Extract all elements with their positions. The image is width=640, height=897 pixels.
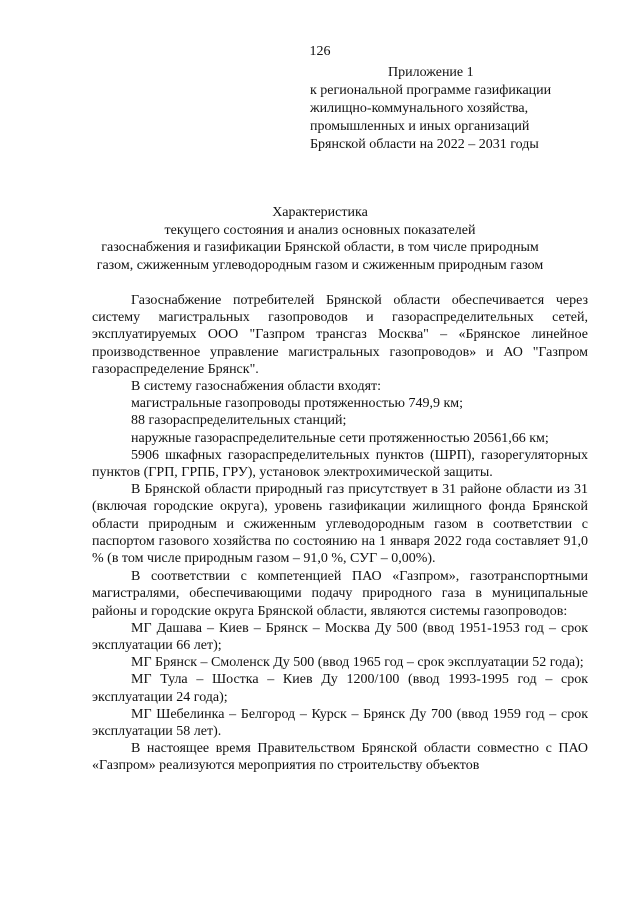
body-text	[92, 292, 588, 775]
heading-title: Характеристика	[272, 205, 368, 220]
list-item: МГ Тула – Шостка – Киев Ду 1200/100 (ввод 1993-1995 год – срок эксплуатации 24 года);	[92, 672, 588, 705]
appendix-title: Приложение 1	[388, 65, 474, 80]
list-item: 5906 шкафных газораспределительных пунктов (ШРП), газорегуляторных пунктов (ГРП, ГРПБ, ГРУ), установок электрохимической защиты.	[92, 447, 588, 481]
list-item: 88 газораспределительных станций;	[131, 413, 347, 429]
document-heading	[80, 204, 560, 274]
appendix-line: Брянской области на 2022 – 2031 годы	[310, 137, 539, 152]
appendix-line: промышленных и иных организаций	[310, 119, 530, 134]
heading-line: газом, сжиженным углеводородным газом и сжиженным природным газом	[96, 257, 544, 273]
list-item: магистральные газопроводы протяженностью 749,9 км;	[131, 396, 464, 412]
appendix-line: к региональной программе газификации	[310, 83, 552, 98]
list-item: МГ Шебелинка – Белгород – Курск – Брянск Ду 700 (ввод 1959 год – срок эксплуатации 58 лет).	[92, 706, 588, 740]
paragraph: В Брянской области природный газ присутствует в 31 районе области из 31 (включая городские округа), уровень газификации жилищного фонда Брянской области природным и сжиженным углеводородным газом в соответствии с паспортом газового хозяйства по состоянию на 1 января 2022 года составляет 91,0 % (в том числе природным газом – 91,0 %, СУГ – 0,00%).	[92, 482, 588, 567]
page-number: 126	[309, 44, 331, 59]
list-item: наружные газораспределительные сети протяженностью 20561,66 км;	[131, 430, 549, 446]
paragraph: В систему газоснабжения области входят:	[131, 379, 382, 395]
heading-line: текущего состояния и анализ основных показателей	[164, 222, 476, 238]
appendix-block	[310, 64, 630, 154]
list-item: МГ Брянск – Смоленск Ду 500 (ввод 1965 год – срок эксплуатации 52 года);	[131, 655, 584, 671]
heading-line: газоснабжения и газификации Брянской области, в том числе природным	[101, 240, 539, 255]
appendix-line: жилищно-коммунального хозяйства,	[310, 101, 529, 116]
list-item: МГ Дашава – Киев – Брянск – Москва Ду 500 (ввод 1951-1953 год – срок эксплуатации 66 лет);	[92, 620, 588, 654]
paragraph: В соответствии с компетенцией ПАО «Газпром», газотранспортными магистралями, обеспечивающими подачу природного газа в муниципальные районы и городские округа Брянской области, являются системы газопроводов:	[92, 569, 588, 619]
paragraph: В настоящее время Правительством Брянской области совместно с ПАО «Газпром» реализуются мероприятия по строительству объектов	[92, 741, 588, 774]
paragraph: Газоснабжение потребителей Брянской области обеспечивается через систему магистральных газопроводов и газораспределительных сетей, эксплуатируемых ООО "Газпром трансгаз Москва" – «Брянское линейное производственное управление магистральных газопроводов» и АО "Газпром газораспределение Брянск".	[92, 293, 588, 377]
